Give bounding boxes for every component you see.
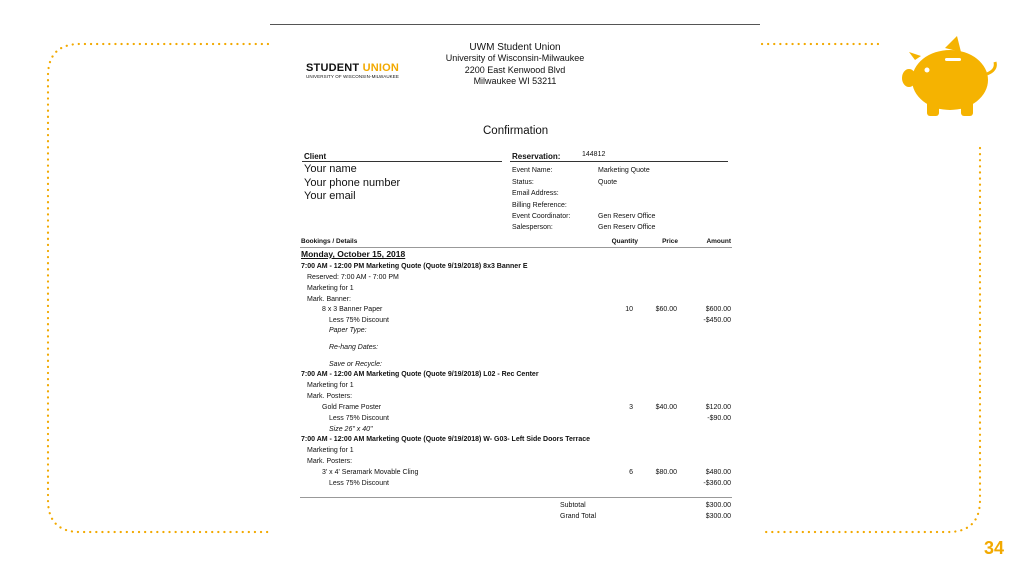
student-union-logo bbox=[306, 62, 399, 74]
col-price: Price bbox=[662, 238, 678, 245]
grand-total-value: $300.00 bbox=[705, 513, 731, 520]
booking-2-discount-amount: -$90.00 bbox=[707, 415, 731, 422]
booking-3-price: $80.00 bbox=[655, 469, 677, 476]
booking-1-paper-type: Paper Type: bbox=[329, 327, 367, 334]
field-value-salesperson: Gen Reserv Office bbox=[598, 224, 656, 231]
field-label-status: Status: bbox=[512, 179, 534, 186]
subtotal-value: $300.00 bbox=[705, 502, 731, 509]
piggy-bank-icon bbox=[902, 36, 995, 116]
booking-2-discount: Less 75% Discount bbox=[329, 415, 389, 422]
logo-text-union: UNION bbox=[362, 62, 400, 74]
booking-2-size: Size 26" x 40" bbox=[329, 426, 373, 433]
org-name: UWM Student Union bbox=[469, 42, 561, 53]
col-amount: Amount bbox=[706, 238, 731, 245]
field-value-coordinator: Gen Reserv Office bbox=[598, 213, 656, 220]
booking-1-price: $60.00 bbox=[655, 306, 677, 313]
booking-3-discount-amount: -$360.00 bbox=[703, 480, 731, 487]
booking-2-title: 7:00 AM - 12:00 AM Marketing Quote (Quote 9/19/2018) L02 - Rec Center bbox=[301, 371, 539, 378]
booking-2-amount: $120.00 bbox=[705, 404, 731, 411]
subtotal-label: Subtotal bbox=[560, 502, 586, 509]
header-rule bbox=[300, 247, 732, 248]
booking-1-marketing: Marketing for 1 bbox=[307, 285, 354, 292]
booking-1-reserved: Reserved: 7:00 AM - 7:00 PM bbox=[307, 274, 399, 281]
col-quantity: Quantity bbox=[611, 238, 638, 245]
client-rule bbox=[302, 161, 502, 162]
client-phone: Your phone number bbox=[304, 177, 401, 189]
booking-3-item: 3' x 4' Seramark Movable Cling bbox=[322, 469, 419, 476]
booking-1-discount-amount: -$450.00 bbox=[703, 317, 731, 324]
booking-1-qty: 10 bbox=[625, 306, 633, 313]
col-bookings: Bookings / Details bbox=[301, 238, 358, 245]
booking-3-title: 7:00 AM - 12:00 AM Marketing Quote (Quote 9/19/2018) W- G03- Left Side Doors Terrace bbox=[301, 436, 591, 443]
org-line-2: University of Wisconsin-Milwaukee bbox=[445, 53, 585, 63]
booking-3-amount: $480.00 bbox=[705, 469, 731, 476]
dotted-border-right bbox=[762, 148, 980, 532]
booking-1-title: 7:00 AM - 12:00 PM Marketing Quote (Quote 9/19/2018) 8x3 Banner E bbox=[301, 263, 528, 270]
field-label-salesperson: Salesperson: bbox=[512, 224, 553, 231]
field-label-coordinator: Event Coordinator: bbox=[512, 213, 571, 220]
booking-2-qty: 3 bbox=[629, 404, 633, 411]
field-value-status: Quote bbox=[598, 179, 618, 186]
reservation-rule bbox=[510, 161, 728, 162]
document-title: Confirmation bbox=[483, 125, 549, 137]
logo-subtitle: UNIVERSITY OF WISCONSIN-MILWAUKEE bbox=[306, 74, 399, 79]
reservation-number: 144812 bbox=[582, 151, 606, 158]
org-line-4: Milwaukee WI 53211 bbox=[473, 76, 557, 86]
booking-2-price: $40.00 bbox=[655, 404, 677, 411]
booking-2-marketing: Marketing for 1 bbox=[307, 382, 354, 389]
booking-3-qty: 6 bbox=[629, 469, 633, 476]
field-label-billing: Billing Reference: bbox=[512, 202, 567, 209]
confirmation-document bbox=[270, 24, 760, 560]
field-label-event-name: Event Name: bbox=[512, 167, 553, 174]
booking-date: Monday, October 15, 2018 bbox=[301, 249, 406, 259]
client-label: Client bbox=[304, 152, 327, 161]
booking-2-item: Gold Frame Poster bbox=[322, 404, 382, 411]
booking-3-marketing: Marketing for 1 bbox=[307, 447, 354, 454]
booking-1-category: Mark. Banner: bbox=[307, 296, 351, 303]
client-name: Your name bbox=[304, 163, 357, 175]
grand-total-label: Grand Total bbox=[560, 513, 597, 520]
field-label-email: Email Address: bbox=[512, 190, 559, 197]
dotted-border-left bbox=[48, 44, 268, 532]
booking-2-category: Mark. Posters: bbox=[307, 393, 353, 400]
field-value-event-name: Marketing Quote bbox=[598, 167, 650, 174]
booking-1-amount: $600.00 bbox=[705, 306, 731, 313]
booking-3-category: Mark. Posters: bbox=[307, 458, 353, 465]
org-line-3: 2200 East Kenwood Blvd bbox=[464, 65, 566, 75]
booking-1-discount: Less 75% Discount bbox=[329, 317, 389, 324]
totals-rule bbox=[300, 497, 732, 498]
booking-1-rehang: Re-hang Dates: bbox=[329, 344, 379, 351]
page-number: 34 bbox=[983, 538, 1004, 558]
booking-1-save: Save or Recycle: bbox=[329, 361, 382, 368]
booking-3-discount: Less 75% Discount bbox=[329, 480, 389, 487]
logo-text-student: STUDENT bbox=[306, 62, 363, 74]
client-email: Your email bbox=[304, 190, 356, 202]
reservation-label: Reservation: bbox=[512, 152, 561, 161]
booking-1-item: 8 x 3 Banner Paper bbox=[322, 306, 383, 313]
